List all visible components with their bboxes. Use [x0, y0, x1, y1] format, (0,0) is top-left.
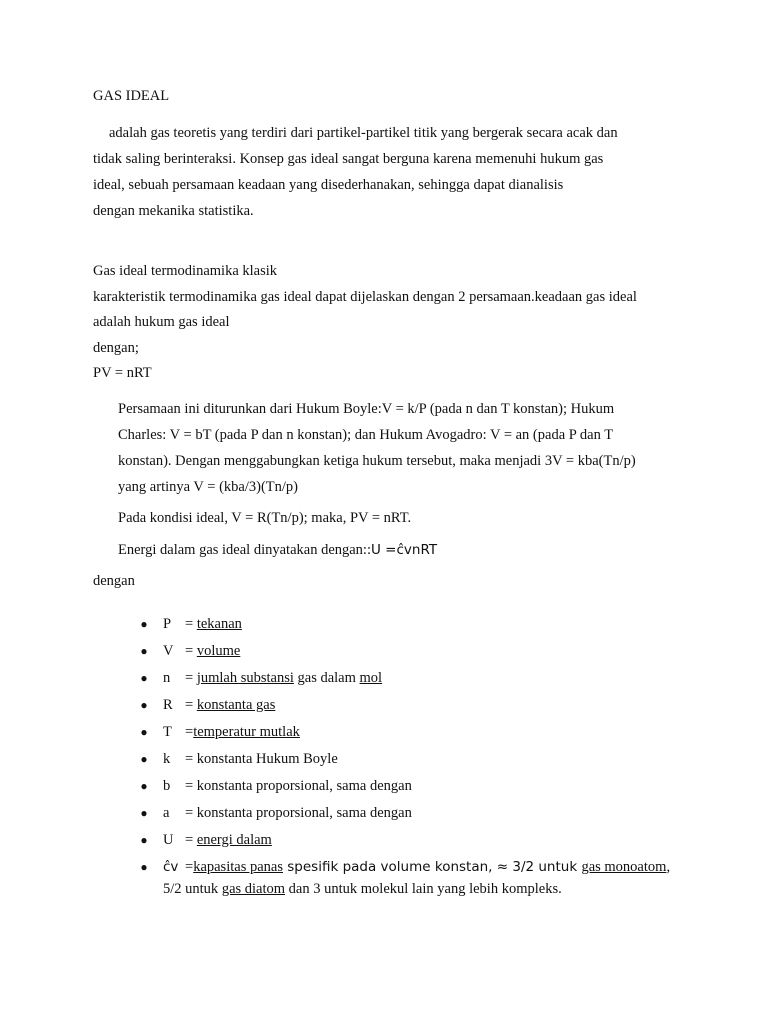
list-item	[0, 720, 768, 747]
link-konstanta-gas[interactable]: konstanta gas	[196, 697, 276, 713]
classic-thermo-section	[93, 259, 693, 387]
link-mol[interactable]: mol	[359, 670, 383, 686]
document-title: GAS IDEAL	[93, 88, 170, 104]
energy-formula: U =ĉvnRT	[371, 542, 438, 558]
definition: = konstanta gas	[185, 697, 276, 713]
bullet-icon: ●	[140, 698, 148, 712]
list-item	[0, 774, 768, 801]
symbol: P	[163, 616, 172, 632]
link-gas-monoatom[interactable]: gas monoatom	[581, 859, 667, 875]
bullet-icon: ●	[140, 752, 148, 766]
section-text: dengan;	[93, 339, 139, 356]
intro-line: dengan mekanika statistika.	[93, 203, 254, 219]
energy-text: Energi dalam gas ideal dinyatakan dengan::	[118, 542, 371, 558]
link-energi-dalam[interactable]: energi dalam	[196, 832, 272, 848]
bullet-icon: ●	[140, 644, 148, 658]
bullet-icon: ●	[140, 860, 148, 874]
link-tekanan[interactable]: tekanan	[196, 616, 242, 632]
link-gas-diatom[interactable]: gas diatom	[221, 881, 286, 897]
link-jumlah-substansi[interactable]: jumlah substansi	[196, 670, 294, 686]
definition: = konstanta Hukum Boyle	[185, 751, 338, 767]
definition: =temperatur mutlak	[185, 724, 300, 740]
list-item	[0, 666, 768, 693]
bullet-icon: ●	[140, 779, 148, 793]
ideal-gas-equation: PV = nRT	[93, 365, 152, 381]
list-item-continuation: 5/2 untuk gas diatom dan 3 untuk molekul lain yang lebih kompleks.	[163, 881, 562, 897]
definition: = energi dalam	[185, 832, 272, 848]
derivation-line: Charles: V = bT (pada P dan n konstan); dan Hukum Avogadro: V = an (pada P dan T	[118, 427, 614, 443]
bullet-icon: ●	[140, 617, 148, 631]
definition: = konstanta proporsional, sama dengan	[185, 805, 412, 821]
bullet-icon: ●	[140, 833, 148, 847]
symbol: V	[163, 643, 174, 659]
symbol: T	[163, 724, 172, 740]
list-item	[0, 693, 768, 720]
energy-line	[118, 537, 698, 563]
derivation-paragraph	[118, 396, 698, 500]
list-item	[0, 828, 768, 855]
derivation-line: yang artinya V = (kba/3)(Tn/p)	[118, 479, 298, 495]
definition: = volume	[185, 643, 241, 659]
intro-paragraph	[93, 120, 683, 224]
link-volume[interactable]: volume	[196, 643, 241, 659]
ideal-condition-line: Pada kondisi ideal, V = R(Tn/p); maka, PV = nRT.	[118, 510, 412, 526]
symbol: ĉv	[163, 859, 179, 875]
link-kapasitas-panas[interactable]: kapasitas panas	[193, 859, 283, 875]
section-text: adalah hukum gas ideal	[93, 314, 230, 330]
definition: = tekanan	[185, 616, 242, 632]
definition: =kapasitas panas spesifik pada volume konstan, ≈ 3/2 untuk gas monoatom,	[185, 859, 671, 875]
definition: = jumlah substansi gas dalam mol	[185, 670, 383, 686]
link-temperatur-mutlak[interactable]: temperatur mutlak	[193, 724, 300, 740]
dengan-label: dengan	[93, 573, 135, 589]
symbol: b	[163, 778, 171, 794]
section-heading: Gas ideal termodinamika klasik	[93, 263, 278, 279]
symbol: n	[163, 670, 171, 686]
bullet-icon: ●	[140, 671, 148, 685]
intro-line: tidak saling berinteraksi. Konsep gas ideal sangat berguna karena memenuhi hukum gas	[93, 151, 604, 167]
list-item	[0, 747, 768, 774]
section-text: karakteristik termodinamika gas ideal dapat dijelaskan dengan 2 persamaan.keadaan gas ideal	[93, 288, 637, 305]
list-item	[0, 639, 768, 666]
symbol: U	[163, 832, 174, 848]
symbol: R	[163, 697, 173, 713]
symbol: k	[163, 751, 171, 767]
symbol: a	[163, 805, 170, 821]
bullet-icon: ●	[140, 806, 148, 820]
derivation-line: konstan). Dengan menggabungkan ketiga hukum tersebut, maka menjadi 3V = kba(Tn/p)	[118, 453, 636, 469]
bullet-icon: ●	[140, 725, 148, 739]
intro-line: adalah gas teoretis yang terdiri dari partikel-partikel titik yang bergerak secara acak dan	[109, 125, 618, 141]
definition: = konstanta proporsional, sama dengan	[185, 778, 412, 794]
intro-line: ideal, sebuah persamaan keadaan yang disederhanakan, sehingga dapat dianalisis	[93, 177, 564, 193]
list-item	[0, 612, 768, 639]
derivation-line: Persamaan ini diturunkan dari Hukum Boyle:V = k/P (pada n dan T konstan); Hukum	[118, 401, 615, 417]
list-item	[0, 801, 768, 828]
